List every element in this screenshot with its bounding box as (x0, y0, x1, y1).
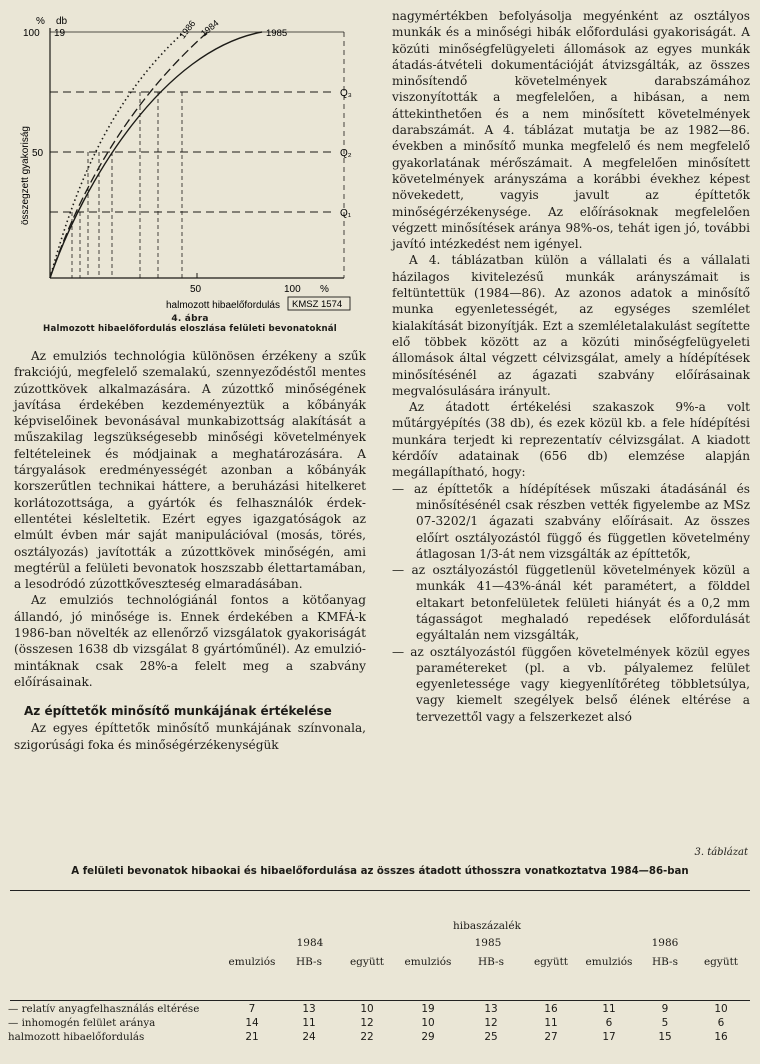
cell: 14 (245, 1017, 259, 1029)
row-label: halmozott hibaelőfordulás (8, 1031, 145, 1043)
cell: 9 (661, 1003, 669, 1015)
figure-caption-text: Halmozott hibaelőfordulás eloszlása felületi bevonatoknál (43, 324, 337, 334)
cell: 19 (421, 1003, 435, 1015)
cell: 25 (484, 1031, 498, 1043)
cell: 12 (484, 1017, 498, 1029)
subcol-header: HB-s (295, 956, 322, 968)
cell: 15 (658, 1031, 672, 1043)
paragraph: nagymértékben befolyásolja megyénként az osztályos munkák és a minőségi hibák előfordulási gyakoriságát. A közúti minőségfelügyeleti állomások az egyes munkák átadás-átvételi dokumentációját átvizsgálták, az összes minősítendő követelmények darabszámához viszonyították a megfelelően, a hibásan, a nem áttekinthetően és a nem minősített követelmények darabszámát. A 4. táblázat mutatja be az 1982—86. években a minősítő munka megfelelő és nem megfelelő gyakorlatának mérőszámait. A megfelelően minősített követelmények arányszáma a korábbi évekhez képest növekedett, vagyis javult az építtetők minőségérzékenysége. Az előírásoknak megfelelően végzett minősítések aránya 98%-os, tehát igen jó, további javító intézkedést nem igényel. (392, 9, 750, 252)
q1-label: Q₁ (340, 208, 352, 219)
y-tick-50: 50 (32, 148, 44, 159)
cell: 24 (302, 1031, 316, 1043)
curve-label-1984: 1984 (198, 17, 221, 39)
table-row (8, 1002, 750, 1016)
x-unit: % (320, 284, 329, 295)
cell: 29 (421, 1031, 435, 1043)
cell: 6 (717, 1017, 725, 1029)
curve-1985 (50, 32, 262, 278)
paragraph: Az emulziós technológia különösen érzékeny a szűk frakciójú, megfelelő szemalakú, szennyeződéstől mentes zúzottkövek alkalmazására. A zúzottkő minőségének javítása érdekében kezdeményeztük a kőbányák képviselőinek bevonásával munkabizottság alakítását a műszakilag legszükségesebb minőségi követelmények feltételeinek és módjainak a meghatározására. A tárgyalások eredményességét azonban a kőbányák korszerűtlen technikai háttere, a beruházási hitelkeret korlátozottsága, a gyártók és felhasználók érdekellentétei késleltetik. Ezért egyes igazgatóságok az elmúlt évben már saját manipulációval (mosás, törés, osztályozás) javították a zúzottkövek minőségén, ami megtérül a felületi bevonatok hoszszabb élettartamában, a lesodródó zúzottkőveszteség elmaradásában. (14, 349, 366, 592)
curve-1986 (50, 32, 184, 278)
cell: 27 (544, 1031, 558, 1043)
row-label: — relatív anyagfelhasználás eltérése (8, 1003, 200, 1015)
paragraph: Az átadott értékelési szakaszok 9%-a volt műtárgyépítés (38 db), és ezek közül kb. a fele hídépítési munkára terjedt ki reprezentatív célvizsgálat. A kiadott kérdőív adatainak (656 db) elemzése alapján megállapítható, hogy: (392, 400, 750, 480)
cell: 10 (714, 1003, 728, 1015)
cumulative-distribution-chart (14, 10, 366, 312)
table-row (8, 1016, 750, 1030)
q2-label: Q₂ (340, 148, 352, 159)
cell: 12 (360, 1017, 374, 1029)
row-label: — inhomogén felület aránya (8, 1017, 156, 1029)
data-table (8, 918, 750, 1044)
cell: 11 (544, 1017, 558, 1029)
q3-label: Q₃ (340, 88, 352, 99)
year-header: 1986 (651, 937, 679, 949)
subcol-header: emulziós (228, 956, 276, 968)
y-unit-left: % (36, 16, 45, 27)
table-row (8, 1030, 750, 1044)
cell: 10 (421, 1017, 435, 1029)
cell: 11 (602, 1003, 616, 1015)
curve-1984 (50, 30, 210, 278)
cell: 17 (602, 1031, 616, 1043)
list-item: — az osztályozástól függően követelmények közül egyes paramétereket (pl. a vb. pályalemez felület egyenletessége vagy kiegyenlítőréteg többletsúlya, vagy kiemelt szegélyek belső élének eltérése a tervezettől vagy a felszerkezet alsó (392, 644, 750, 724)
figure-caption (14, 314, 366, 334)
list-item: — az osztályozástól függetlenül követelmények közül a munkák 41—43%-ánál két paramétert, a földdel eltakart betonfelületek felületi hiányát és a 0,2 mm tágasságot meghaladó repedések előfordulását egyáltalán nem vizsgálták, (392, 563, 750, 643)
cell: 13 (484, 1003, 498, 1015)
y-unit-right: db (56, 16, 68, 27)
y-axis-title: összegzett gyakoriság (20, 126, 31, 225)
x-tick-100: 100 (284, 284, 301, 295)
right-column (392, 8, 750, 725)
cell: 6 (605, 1017, 613, 1029)
paragraph: A 4. táblázatban külön a vállalati és a vállalati házilagos kivitelezésű munkák arányszámait is feltüntettük (1984—86). Az azonos adatok a minősítő munka egyenletességét, az egységes szemlélet kialakítását bizonyítják. Ezt a szemléletalakulást segítette elő többek között az a közúti minőségfelügyeleti állomások által végzett célvizsgálat, amely a hídépítések minősítésénél az ágazati szabvány előírásainak megvalósulására irányult. (392, 253, 750, 398)
cell: 16 (714, 1031, 728, 1043)
subcol-header: HB-s (651, 956, 678, 968)
subcol-header: együtt (533, 956, 569, 968)
figure-number: 4. ábra (171, 314, 209, 324)
section-heading: Az építtetők minősítő munkájának értékelése (24, 704, 332, 719)
stamp-text: KMSZ 1574 (292, 299, 343, 310)
y-tick-100: 100 (23, 28, 40, 39)
left-body (14, 348, 366, 753)
x-tick-50: 50 (190, 284, 202, 295)
subcol-header: együtt (349, 956, 385, 968)
x-axis-title: halmozott hibaelőfordulás (166, 300, 280, 311)
curve-label-1985: 1985 (266, 28, 288, 39)
subcol-header: emulziós (404, 956, 452, 968)
cell: 21 (245, 1031, 259, 1043)
cell: 13 (302, 1003, 316, 1015)
year-header: 1985 (474, 937, 502, 949)
table-top-rule (10, 890, 750, 891)
subcol-header: együtt (703, 956, 739, 968)
left-column (14, 10, 366, 753)
group-header: hibaszázalék (452, 920, 521, 932)
paragraph: Az emulziós technológiánál fontos a kötőanyag állandó, jó minősége is. Ennek érdekében a KMFÁ-k 1986-ban növelték az ellenőrző vizsgálatok gyakoriságát (összesen 1638 db vizsgálat 8 gyártóműnél). Az emulzió-mintáknak csak 28%-a felelt meg a szabvány előírásainak. (14, 593, 366, 689)
curve-label-1986: 1986 (177, 18, 198, 41)
cell: 7 (248, 1003, 256, 1015)
figure-4 (14, 10, 366, 312)
cell: 11 (302, 1017, 316, 1029)
paragraph: Az egyes építtetők minősítő munkájának színvonala, szigorúsági foka és minőségérzékenységük (14, 721, 366, 752)
year-header: 1984 (296, 937, 324, 949)
cell: 16 (544, 1003, 558, 1015)
cell: 10 (360, 1003, 374, 1015)
cell: 22 (360, 1031, 374, 1043)
table-label: 3. táblázat (694, 847, 748, 858)
table-title: A felületi bevonatok hibaokai és hibaelőfordulása az összes átadott úthosszra vonatkoztatva 1984—86-ban (71, 866, 689, 877)
subcol-header: HB-s (477, 956, 504, 968)
cell: 5 (661, 1017, 669, 1029)
list-item: — az építtetők a hídépítések műszaki átadásánál és minősítésénél csak részben vették figyelembe az MSz 07-3202/1 ágazati szabvány előírásait. Az összes előírt osztályozástól függő és független követelmény átlagosan 1/3-át nem vizsgálták az építtetők, (392, 481, 750, 561)
subcol-header: emulziós (585, 956, 633, 968)
bullet-list (392, 481, 750, 725)
y-tick-19: 19 (54, 28, 66, 39)
